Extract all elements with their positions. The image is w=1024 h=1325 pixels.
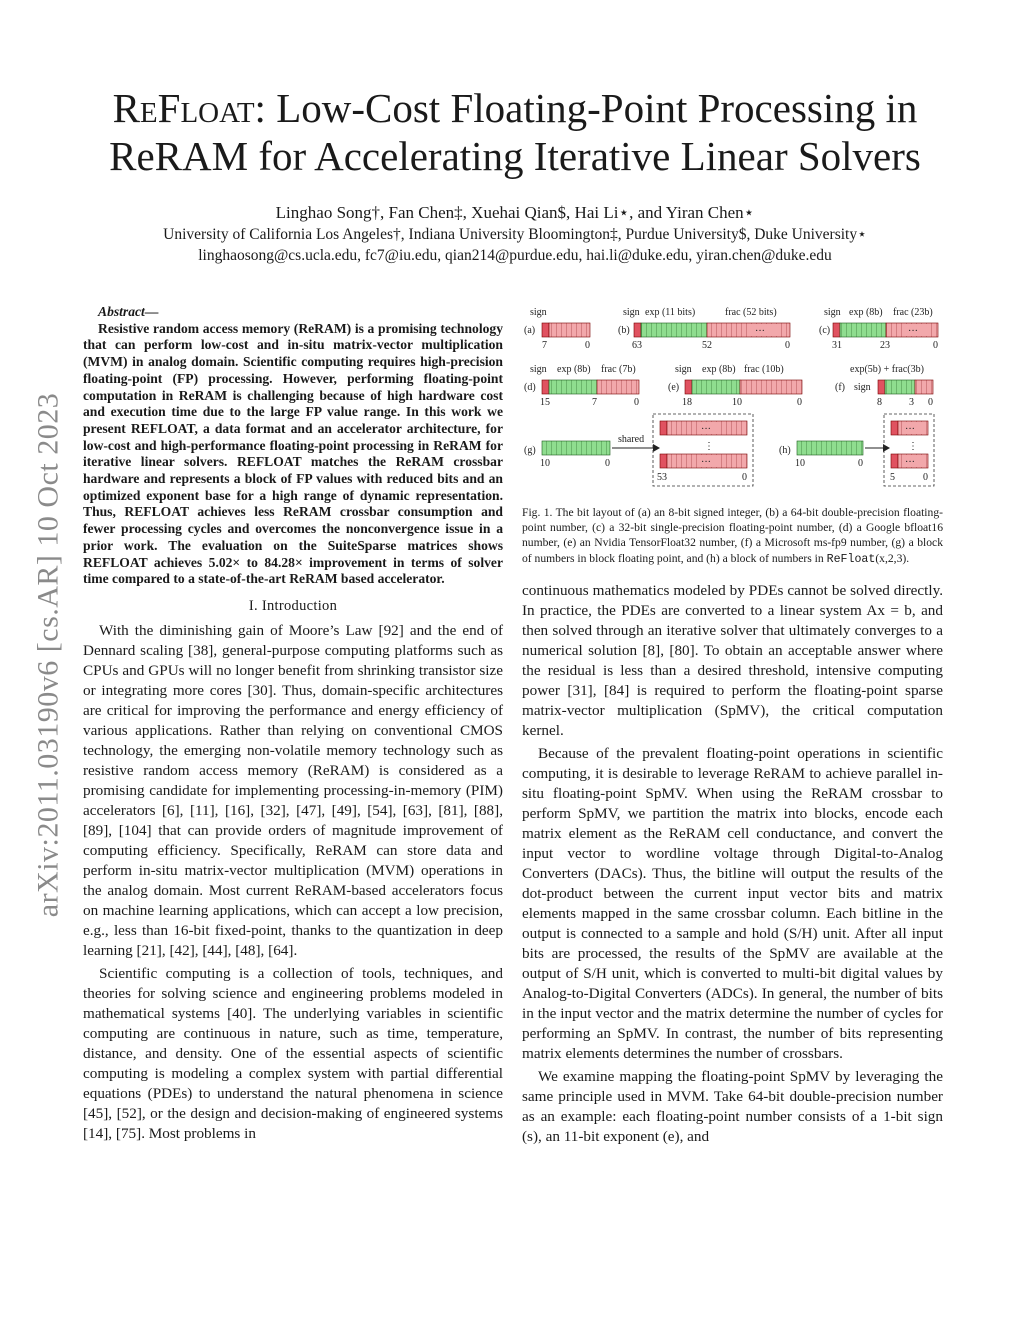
title-refloat: ReFloat [112,85,255,131]
sign-bit [542,323,549,337]
fig-label-shared: shared [618,434,645,445]
bit-index: 52 [702,340,712,351]
fig-label-sign-c: sign [824,307,841,318]
right-column [522,304,943,1150]
exp-field [641,323,707,337]
fig-label-exp5frac3: exp(5b) + frac(3b) [850,364,924,375]
bit-index: 15 [540,397,550,408]
fig-label-sign-a: sign [530,307,547,318]
title-line2: ReRAM for Accelerating Iterative Linear Solvers [109,133,921,179]
fig-label-exp8b: exp (8b) [849,307,883,318]
fig-label-frac10b: frac (10b) [744,364,784,375]
frac-field [915,380,933,394]
fig-dots: ··· [905,457,915,468]
fig-label-f: (f) [835,382,845,393]
fig-dots: ··· [908,326,918,337]
bit-index: 8 [877,397,882,408]
bit-index: 0 [742,472,747,483]
frac-field [549,323,590,337]
fig-dots: ··· [755,326,765,337]
sign-bit [891,421,898,435]
bit-index: 23 [880,340,890,351]
fig-label-frac23b: frac (23b) [893,307,933,318]
bit-index: 0 [634,397,639,408]
fig-label-sign-f: sign [854,382,871,393]
frac-field [740,380,802,394]
authors: Linghao Song†, Fan Chen‡, Xuehai Qian$, Hai Li⋆, and Yiran Chen⋆ [275,203,755,222]
fig-label-a: (a) [524,325,536,336]
figure-1 [522,304,943,499]
bit-index: 18 [682,397,692,408]
shared-exp-field [542,441,610,455]
bit-index: 0 [928,397,933,408]
bit-index: 0 [933,340,938,351]
bit-index: 7 [542,340,547,351]
intro-paragraph: Scientific computing is a collection of tools, techniques, and theories for solving science and engineering problems modeled in mathematical systems [40]. The underlying variables in scientific computing are continuous in nature, such as time, temperature, distance, and density. One of the essential aspects of scientific computing is modeling a complex system with partial differential equations (PDEs) to understand the natural phenomena in science [45], [52], or the design and decision-making of engineered systems [14], [75]. Most problems in [83,964,503,1142]
body-paragraph: continuous mathematics modeled by PDEs cannot be solved directly. In practice, the PDEs are converted to a linear system Ax = b, and then solved through an iterative solver that ultimately converges to a numerical solution [8], [80]. To obtain an acceptable answer where the residual is less than a desired threshold, intensive computing power [31], [84] is required to perform the floating-point sparse matrix-vector multiplication (SpMV), the critical computation kernel. [522,581,943,739]
bit-index: 5 [890,472,895,483]
exp-field [885,380,915,394]
body-paragraph: We examine mapping the floating-point SpMV by leveraging the same principle used in MVM. Take 64-bit double-precision number as an example: each floating-point number consists of a 1-bit sign (s), an 11-bit exponent (e), and [522,1067,943,1145]
sign-bit [660,454,667,468]
fig-label-exp11: exp (11 bits) [645,307,696,318]
sign-bit [660,421,667,435]
fig-label-sign-b: sign [623,307,640,318]
right-body [522,581,943,1147]
affiliations: University of California Los Angeles†, Indiana University Bloomington‡, Purdue University$, Duke University⋆ [163,226,867,243]
fig-label-exp8b: exp (8b) [557,364,591,375]
fig-dots: ··· [905,424,915,435]
fig-label-frac52: frac (52 bits) [725,307,777,318]
fig-label-frac7b: frac (7b) [601,364,636,375]
bit-index: 10 [795,458,805,469]
fig-label-c: (c) [819,325,831,336]
abstract-heading: Abstract— [98,304,159,319]
bit-index: 0 [797,397,802,408]
bit-index: 53 [657,472,667,483]
sign-bit [891,454,898,468]
arxiv-stamp: arXiv:2011.03190v6 [cs.AR] 10 Oct 2023 [31,392,64,918]
caption-text: Fig. 1. The bit layout of (a) an 8-bit signed integer, (b) a 64-bit double-precision floating-point number, (c) a 32-bit single-precision floating-point number, (d) a Google bfloat16 number, (e) an Nvidia TensorFloat32 number, (f) a Microsoft ms-fp9 number, (g) a block of numbers in block floating point, and (h) a block of numbers in [522,506,943,565]
abstract [83,304,503,588]
bit-index: 63 [632,340,642,351]
bit-index: 3 [909,397,914,408]
bit-index: 10 [540,458,550,469]
bit-index: 10 [732,397,742,408]
intro-body [83,621,503,1144]
left-column [83,304,503,1147]
bit-index: 0 [858,458,863,469]
arrow-head [653,444,660,452]
section-heading-introduction: I. Introduction [248,597,338,614]
bit-index: 0 [585,340,590,351]
arxiv-stamp-box [18,360,78,950]
fig-dots: ··· [701,457,711,468]
bit-index: 0 [785,340,790,351]
figure-caption [522,505,943,567]
fig-label-g: (g) [524,445,536,456]
bit-index: 0 [923,472,928,483]
title-line1: : Low-Cost Floating-Point Processing in [254,85,918,131]
bit-index: 0 [605,458,610,469]
abstract-text: Resistive random access memory (ReRAM) is a promising technology that can perform low-cost and in-situ matrix-vector multiplication (MVM) in analog domain. Scientific computing requires high-precision floating-point (FP) processing. However, performing floating-point computation in ReRAM is challenging because of high hardware cost and execution time due to the large FP value range. In this work we present REFLOAT, a data format and an accelerator architecture, for low-cost and high-performance floating-point processing in ReRAM for iterative linear solvers. REFLOAT matches the ReRAM crossbar hardware and represents a block of FP values with reduced bits and an optimized exponent base for a high range of dynamic representation. Thus, REFLOAT achieves less ReRAM crossbar consumption and fewer processing cycles and overcomes the nonconvergence issue in a prior work. The evaluation on the SuiteSparse matrices shows REFLOAT achieves 5.02× to 84.28× improvement in terms of solver time compared to a state-of-the-art ReRAM based accelerator. [83,320,503,587]
fig-label-sign-d: sign [530,364,547,375]
frac-field [597,380,639,394]
exp-field [692,380,740,394]
sign-bit [878,380,885,394]
fig-vdots: ⋮ [704,441,714,452]
emails: linghaosong@cs.ucla.edu, fc7@iu.edu, qian214@purdue.edu, hai.li@duke.edu, yiran.chen@duke.edu [198,247,832,264]
shared-exp-field [797,441,863,455]
body-paragraph: Because of the prevalent floating-point operations in scientific computing, it is desirable to leverage ReRAM to achieve parallel in-situ floating-point SpMV. When using the ReRAM crossbar to perform SpMV, we partition the matrix into blocks, encode each matrix element as the ReRAM cell conductance, and convert the input vector to wordline voltage through Digital-to-Analog Converters (DACs). Thus, the bitline will output the results of the dot-product between the current input vector bits and matrix elements mapped in the same crossbar column. Each bitline in the output is connected to a sample and hold (S/H) unit. After all input bits are processed, the results of the SpMV are available at the output of S/H unit, which is converted to multi-bit digital values by Analog-to-Digital Converters (ADCs). In general, the number of bits in the input vector and the matrix determine the number of cycles for performing an SpMV. In contrast, the number of bits representing matrix elements determines the number of crossbars. [522,744,943,1062]
fig-label-d: (d) [524,382,536,393]
sign-bit [542,380,549,394]
exp-field [549,380,597,394]
intro-paragraph: With the diminishing gain of Moore’s Law [92] and the end of Dennard scaling [38], general-purpose computing platforms such as CPUs and GPUs will no longer benefit from shrinking transistor size or integrating more cores [30]. Thus, domain-specific architectures are critical for improving the performance and energy efficiency of various applications. Rather than relying on conventional CMOS technology, the emerging non-volatile memory technology such as resistive random access memory (ReRAM) is considered as a promising candidate for implementing processing-in-memory (PIM) accelerators [6], [11], [16], [32], [47], [49], [54], [63], [81], [88], [89], [104] that can provide orders of magnitude improvement of computing efficiency. Specifically, ReRAM can store data and perform in-situ matrix-vector multiplication (MVM) operations in the analog domain. Most current ReRAM-based accelerators focus on machine learning applications, which can accept a low precision, e.g., less than 16-bit fixed-point, thanks to the quantization in deep learning [21], [42], [44], [48], [64]. [83,621,503,959]
exp-field [840,323,886,337]
fig-label-sign-e: sign [675,364,692,375]
sign-bit [634,323,641,337]
bit-index: 31 [832,340,842,351]
caption-end: (x,2,3). [875,551,910,565]
paper-title [80,84,950,180]
bit-index: 7 [592,397,597,408]
fig-label-h: (h) [779,445,791,456]
bit-layout-diagram [522,304,943,499]
fig-label-e: (e) [668,382,680,393]
fig-label-b: (b) [618,325,630,336]
sign-bit [685,380,692,394]
fig-label-exp8b: exp (8b) [702,364,736,375]
caption-mono: ReFloat [826,552,876,566]
fig-dots: ··· [701,424,711,435]
sign-bit [833,323,840,337]
fig-vdots: ⋮ [908,441,918,452]
